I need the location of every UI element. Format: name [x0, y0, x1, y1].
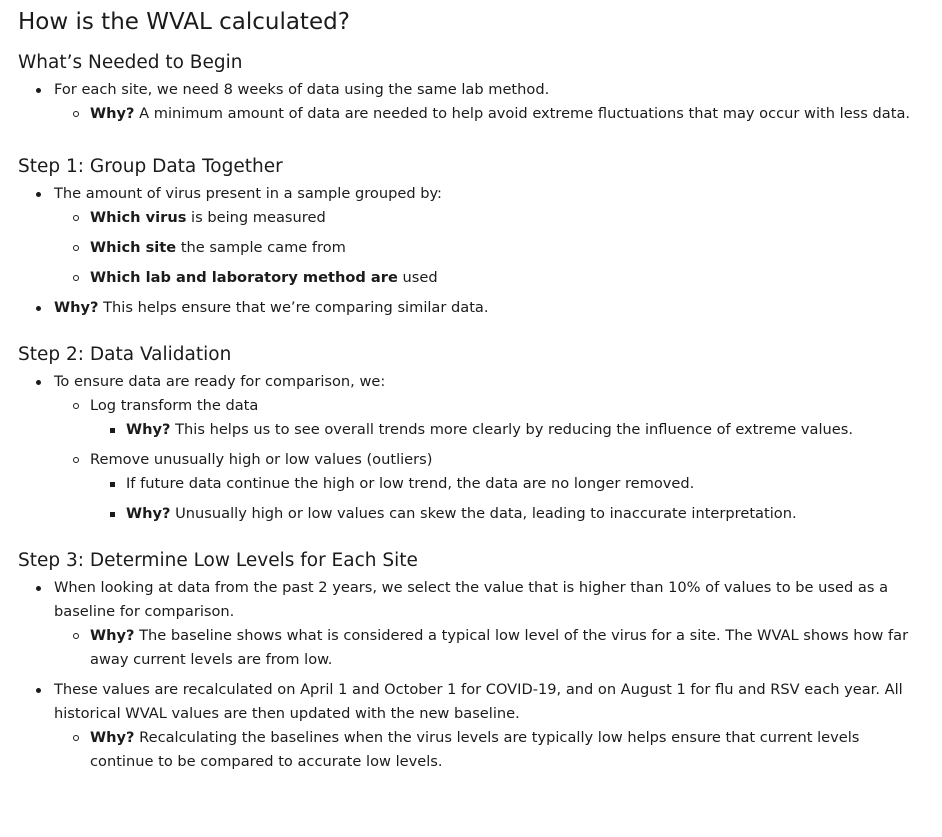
- item-text: For each site, we need 8 weeks of data using the same lab method.: [54, 81, 550, 98]
- item-bold: Which virus: [90, 209, 187, 226]
- item-text: These values are recalculated on April 1 and October 1 for COVID-19, and on August 1 for flu and RSV each year. All historical WVAL values are then updated with the new baseline.: [54, 681, 903, 722]
- item-bold: Why?: [126, 421, 171, 438]
- section-step-3: [18, 548, 924, 774]
- bullet-list: [18, 78, 924, 126]
- item-bold: Which lab and laboratory method are: [90, 269, 398, 286]
- sub-bullet-list: [54, 102, 924, 126]
- list-item: [54, 394, 924, 442]
- item-bold: Why?: [54, 299, 99, 316]
- list-item: [90, 502, 924, 526]
- bullet-list: [18, 576, 924, 774]
- item-text: Recalculating the baselines when the virus levels are typically low helps ensure that current levels continue to be compared to accurate low levels.: [90, 729, 860, 770]
- item-bold: Why?: [126, 505, 171, 522]
- item-bold: Why?: [90, 627, 135, 644]
- page-title: How is the WVAL calculated?: [18, 9, 350, 35]
- item-text: The baseline shows what is considered a typical low level of the virus for a site. The WVAL shows how far away current levels are from low.: [90, 627, 909, 668]
- item-bold: Which site: [90, 239, 177, 256]
- section-heading: Step 2: Data Validation: [18, 344, 232, 365]
- list-item: [18, 78, 924, 126]
- item-text: A minimum amount of data are needed to help avoid extreme fluctuations that may occur with less data.: [134, 105, 911, 122]
- list-item: [18, 296, 924, 320]
- item-text: Log transform the data: [90, 397, 259, 414]
- list-item: [54, 726, 924, 774]
- item-text: The amount of virus present in a sample grouped by:: [54, 185, 442, 202]
- item-text: used: [397, 269, 438, 286]
- list-item: [54, 624, 924, 672]
- list-item: [90, 472, 924, 496]
- bullet-list: [18, 370, 924, 526]
- item-text: Remove unusually high or low values (outliers): [90, 451, 433, 468]
- sub-sub-bullet-list: [90, 472, 924, 526]
- section-heading: Step 1: Group Data Together: [18, 156, 283, 177]
- item-text: This helps us to see overall trends more clearly by reducing the influence of extreme values.: [170, 421, 854, 438]
- list-item: [54, 236, 924, 260]
- section-whats-needed: [18, 50, 924, 126]
- section-heading: What’s Needed to Begin: [18, 52, 243, 73]
- section-step-1: [18, 154, 924, 320]
- item-text: If future data continue the high or low trend, the data are no longer removed.: [126, 475, 695, 492]
- sub-sub-bullet-list: [90, 418, 924, 442]
- list-item: [54, 206, 924, 230]
- item-text: the sample came from: [176, 239, 346, 256]
- sub-bullet-list: [54, 726, 924, 774]
- item-text: Unusually high or low values can skew the data, leading to inaccurate interpretation.: [170, 505, 797, 522]
- bullet-list: [18, 182, 924, 320]
- section-heading: Step 3: Determine Low Levels for Each Site: [18, 550, 418, 571]
- sub-bullet-list: [54, 394, 924, 526]
- item-text: is being measured: [186, 209, 326, 226]
- item-text: When looking at data from the past 2 years, we select the value that is higher than 10% of values to be used as a baseline for comparison.: [54, 579, 889, 620]
- list-item: [18, 370, 924, 526]
- sub-bullet-list: [54, 624, 924, 672]
- sub-bullet-list: [54, 206, 924, 290]
- item-text: This helps ensure that we’re comparing similar data.: [98, 299, 489, 316]
- list-item: [54, 102, 924, 126]
- list-item: [18, 182, 924, 290]
- item-bold: Why?: [90, 729, 135, 746]
- item-bold: Why?: [90, 105, 135, 122]
- item-text: To ensure data are ready for comparison, we:: [54, 373, 386, 390]
- list-item: [18, 576, 924, 672]
- list-item: [90, 418, 924, 442]
- list-item: [18, 678, 924, 774]
- section-step-2: [18, 342, 924, 526]
- list-item: [54, 266, 924, 290]
- list-item: [54, 448, 924, 526]
